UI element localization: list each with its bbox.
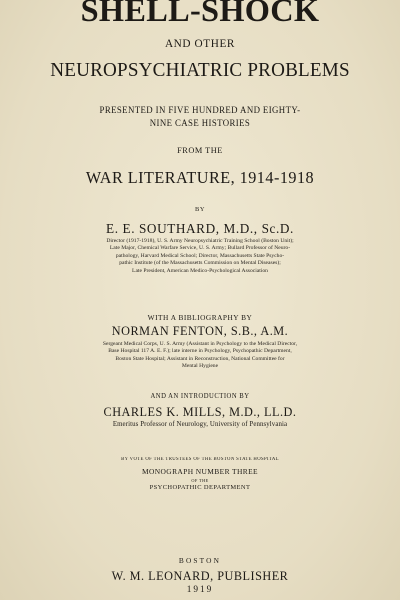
publisher-name: W. M. LEONARD, PUBLISHER [111, 569, 289, 583]
author-bio-line: pathology, Harvard Medical School; Director, Massachusetts State Psycho- [115, 252, 285, 259]
bibliographer-bio-line: Boston State Hospital; Assistant in Reconstruction, National Committee for [115, 355, 285, 362]
psychopathic-department: PSYCHOPATHIC DEPARTMENT [149, 484, 251, 491]
publication-city: BOSTON [178, 556, 222, 565]
book-subtitle: NEUROPSYCHIATRIC PROBLEMS [50, 60, 350, 81]
introducer-description: Emeritus Professor of Neurology, University of Pennsylvania [112, 420, 288, 428]
author-bio-line: Director (1917-1918), U. S. Army Neuropsychiatric Training School (Boston Unit); [106, 238, 294, 244]
by-vote-text: BY VOTE OF THE TRUSTEES OF THE BOSTON STATE HOSPITAL [121, 457, 279, 462]
bibliographer-bio-line: Mental Hygiene [181, 363, 219, 370]
from-the-text: FROM THE [177, 145, 223, 155]
war-literature-heading: WAR LITERATURE, 1914-1918 [85, 168, 315, 187]
bibliographer-bio-line: Base Hospital 117 A. E. F.); late interne in Psychology, Psychopathic Department, [108, 348, 292, 355]
presented-text [4, 104, 396, 130]
and-introduction-text: AND AN INTRODUCTION BY [150, 393, 250, 400]
bibliographer-name: NORMAN FENTON, S.B., A.M. [111, 324, 289, 338]
author-bio-line: pathic Institute (of the Massachusetts Commission on Mental Diseases); [119, 260, 281, 267]
book-title: SHELL-SHOCK [80, 0, 320, 29]
bibliographer-bio-line: Sergeant Medical Corps, U. S. Army (Assistant in Psychology to the Medical Director, [102, 341, 298, 347]
author-bio [40, 238, 360, 275]
by-text: BY [194, 206, 206, 213]
presented-line: NINE CASE HISTORIES [149, 118, 251, 128]
monograph-number: MONOGRAPH NUMBER THREE [141, 467, 258, 476]
presented-line: PRESENTED IN FIVE HUNDRED AND EIGHTY- [99, 105, 301, 115]
with-bibliography-text: WITH A BIBLIOGRAPHY BY [147, 313, 253, 322]
and-other-text: AND OTHER [164, 38, 236, 50]
author-bio-line: Late President, American Medico-Psychological Association [132, 267, 268, 274]
bibliographer-bio [36, 341, 364, 371]
introducer-name: CHARLES K. MILLS, M.D., LL.D. [103, 405, 297, 419]
author-bio-line: Late Major, Chemical Warfare Service, U. S. Army; Bullard Professor of Neuro- [109, 245, 291, 252]
publication-year: 1919 [186, 585, 214, 595]
author-name: E. E. SOUTHARD, M.D., Sc.D. [106, 221, 294, 236]
of-the-text: OF THE [191, 478, 209, 483]
